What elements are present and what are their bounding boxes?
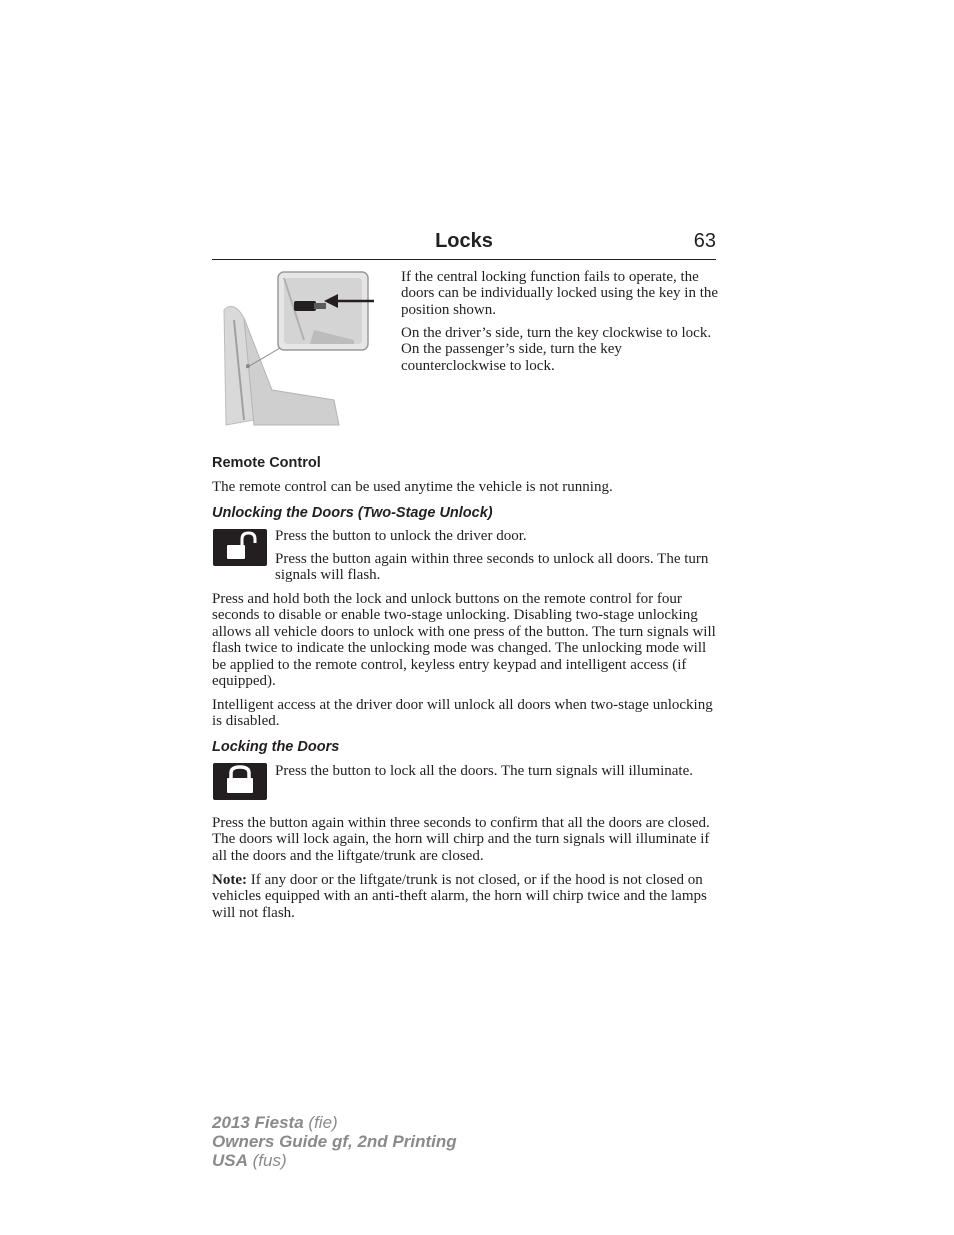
two-stage-paragraph: Press and hold both the lock and unlock buttons on the remote control for four seconds to disable or enable two-stage unlocking. Disabling two-stage unlocking allows all vehicle doors to unlock with one press of the button. The turn signals will flash twice to indicate the unlocking mode was changed. The unlocking mode will be applied to the remote control, keyless entry keypad and intelligent access (if equipped).	[212, 591, 716, 690]
footer-edition: Owners Guide gf, 2nd Printing	[212, 1132, 457, 1151]
locking-heading: Locking the Doors	[212, 739, 340, 755]
unlock-icon	[213, 529, 267, 566]
note-paragraph	[212, 872, 717, 921]
page-title: Locks	[435, 230, 493, 252]
intelligent-access-paragraph: Intelligent access at the driver door will unlock all doors when two-stage unlocking is disabled.	[212, 697, 713, 730]
page-number: 63	[693, 230, 716, 252]
unlock-step-2: Press the button again within three seconds to unlock all doors. The turn signals will flash.	[275, 551, 709, 584]
lock-icon	[213, 763, 267, 800]
remote-control-heading: Remote Control	[212, 455, 321, 471]
footer-line-3	[212, 1151, 457, 1170]
page-header	[212, 228, 716, 260]
remote-control-paragraph: The remote control can be used anytime the vehicle is not running.	[212, 479, 613, 495]
intro-paragraph-1: If the central locking function fails to operate, the doors can be individually locked using the key in the position shown.	[401, 269, 719, 318]
footer	[212, 1113, 457, 1170]
unlock-button-symbol	[213, 529, 267, 566]
footer-market-code: (fus)	[247, 1151, 287, 1170]
intro-paragraph-2: On the driver’s side, turn the key clockwise to lock. On the passenger’s side, turn the key counterclockwise to lock.	[401, 325, 712, 374]
footer-model-code: (fie)	[303, 1113, 338, 1132]
footer-line-1	[212, 1113, 457, 1132]
door-key-illustration	[214, 270, 374, 430]
lock-confirm-paragraph: Press the button again within three seconds to confirm that all the doors are closed. The doors will lock again, the horn will chirp and the turn signals will illuminate if all the doors and the liftgate/trunk are closed.	[212, 815, 710, 864]
lock-button-symbol	[213, 763, 267, 800]
unlocking-heading: Unlocking the Doors (Two-Stage Unlock)	[212, 505, 493, 521]
unlock-step-1: Press the button to unlock the driver door.	[275, 528, 527, 544]
footer-market: USA	[212, 1151, 248, 1170]
footer-line-2	[212, 1132, 457, 1151]
note-text: If any door or the liftgate/trunk is not closed, or if the hood is not closed on vehicles equipped with an anti-theft alarm, the horn will chirp twice and the lamps will not flash.	[212, 872, 707, 921]
note-label: Note:	[212, 872, 247, 888]
lock-step-1: Press the button to lock all the doors. The turn signals will illuminate.	[275, 763, 694, 779]
footer-model: 2013 Fiesta	[212, 1113, 304, 1132]
